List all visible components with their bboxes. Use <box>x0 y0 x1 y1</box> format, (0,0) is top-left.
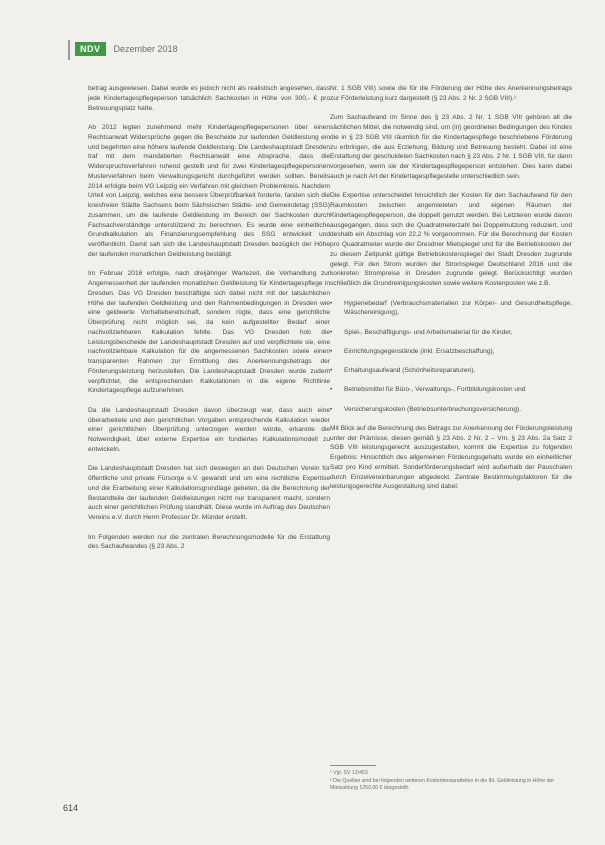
paragraph: Im Februar 2016 erfolgte, nach dreijähriger Wartezeit, die Verhandlung zur Angemessenheit der laufenden monatlichen Geldleistung für Kindertagespflege in Dresden. Das VG Dresden beschäftigte sich dabei nicht mit der tatsächlichen Höhe der laufenden Geldleistung und den Rahmenbedingungen in Dresden wie eine geldwerte Vorhaltebereitschaft, sondern rügte, dass eine gerichtliche Überprüfung nicht möglich sei, da kein aufgestellter Bedarf einer nachvollziehbaren Kalkulation fehlte. Das VG Dresden hob die Leistungsbescheide der Landeshauptstadt Dresden auf und verpflichtete sie, eine nachvollziehbare Kalkulation für die angemessenen Sachkosten sowie einen transparenten Rahmen zur Ermittlung des Anerkennungsbetrags der Förderungsleistung herzustellen. Die Landeshauptstadt Dresden wurde zudem verpflichtet, die entsprechenden Kalkulationen in die eigene Richtlinie Kindertagespflege aufzunehmen. <box>88 270 330 395</box>
bullet-icon: • <box>330 347 333 355</box>
paragraph: Die Expertise unterscheidet hinsichtlich der Kosten für den Sachaufwand für den Raumkosten zwischen angemieteten und eigenen Räumen der Kindertagespflegeperson, die doppelt genutzt werden. Bei Letzteren wurde davon ausgegangen, dass sich die Quadratmeterzahl bei Doppelnutzung reduziert, und deshalb ein Abschlag von 22,2 % vorgenommen. Für die Berechnung der Kosten pro Quadratmeter wurde der Dresdner Mietspiegel und für die Betriebskosten der zu diesem Zeitpunkt gültige Betriebskostenspiegel der Stadt Dresden zugrunde gelegt. Für den Strom wurden der Stromspiegel Deutschland 2016 und die konkreten Strompreise in Dresden zugrunde gelegt. Berücksichtigt wurden schließlich die Grundreinigungskosten sowie weitere Kostenposten wie z.B. <box>330 192 572 287</box>
list-item-text: Spiel-, Beschäftigungs- und Arbeitsmaterial für die Kinder, <box>344 328 513 336</box>
list-item-text: Betriebsmittel für Büro-, Verwaltungs-, Fortbildungskosten und <box>344 386 526 394</box>
cost-item-list <box>330 299 572 415</box>
issue-date: Dezember 2018 <box>113 44 178 54</box>
list-item <box>330 328 572 338</box>
paragraph: Zum Sachaufwand im Sinne des § 23 Abs. 2 Nr. 1 SGB VIII gehören all die sächlichen Mittel, die notwendig sind, um (in) geordneten Bedingungen des Kindes die in § 23 SGB VIII räumlich für die Kindertagespflege beschriebene Förderung zu erbringen, die aus Erziehung, Bildung und Betreuung besteht. Dabei ist eine Erstattung der geschuldeten Sachkosten nach § 23 Abs. 2 Nr. 1 SGB VIII, für dann vorgesehen, wenn sie der Kindertagespflegeperson entstehen. Dies kann dabei auch je nach Art der Kindertagespflegestelle unterschiedlich sein. <box>330 114 572 180</box>
footnote: ² Die Quellen sind bei folgenden weiteren Kostenbestandteilen in die lfd. Geldleistung in Höhe der Mietzahlung 1250,00 € dargestellt. <box>330 778 555 791</box>
footnote: ¹ Vgl. SV 12/453 <box>330 770 368 776</box>
paragraph: Ab 2012 legten zunehmend mehr Kindertagespflegepersonen über einen Rechtsanwalt Widersprüche gegen die Bescheide zur laufenden Geldleistung ein und begehrten eine höhere laufende Geldleistung. Die Landeshauptstadt Dresden traf mit dem mandatierten Rechtsanwalt eine Absprache, dass die Widerspruchsverfahren ruhend gestellt und für zwei Kindertagespflegepersonen Musterverfahren beim Verwaltungsgericht durchgeführt werden sollten. Bereits 2014 erfolgte beim VG Leipzig ein Verfahren mit gleichem Problemkreis. Nachdem Urteil von Leipzig, welches eine bessere Überprüfbarkeit forderte, fanden sich die kreisfreien Städte Sachsens beim Sächsischen Städte- und Gemeindetag (SSG) zusammen, um die laufende Geldleistung im Bereich der Sachkosten durch Fachsachverständige unterstützend zu berechnen. Es wurde eine einheitliche Grundkalkulation als Finanzierungsempfehlung des SSG entwickelt und veröffentlicht. Damit sah sich die Landeshauptstadt Dresden bezüglich der Höhe der laufenden monatlichen Geldleistung bestätigt. <box>88 124 330 258</box>
header-rule <box>68 40 70 60</box>
paragraph: Nr. 1 SGB VIII) sowie die für die Förderung der Höhe des Anerkennungsbetrags zur Förderleistung kurz dargestellt (§ 23 Abs. 2 Nr. 2 SGB VIII).¹ <box>330 85 572 102</box>
list-item <box>330 405 572 415</box>
bullet-icon: • <box>330 328 333 336</box>
bullet-icon: • <box>330 405 333 413</box>
left-column <box>88 84 333 562</box>
paragraph: Mit Blick auf die Berechnung des Betrags zur Anerkennung der Förderungsleistung unter der Prämisse, diesen gemäß § 23 Abs. 2 Nr. 2 – Vm. § 23 Abs. 2a Satz 2 SGB VIII leistungsgerecht auszugestalten, kommt die Expertise zu folgenden Ergebnis: Hinsichtlich des allgemeinen Förderungsgehalts wurde ein einheitlicher Satz pro Kind ermittelt. Sonderförderungsbedarf wird außerhalb der Pauschalen durch Einzelvereinbarungen abgedeckt. Zentrale Bestimmungsfaktoren für die leistungsgerechte Ausgestaltung sind dabei: <box>330 424 572 491</box>
footnote-divider <box>330 765 376 766</box>
bullet-icon: • <box>330 386 333 394</box>
paragraph: Da die Landeshauptstadt Dresden davon überzeugt war, dass auch eine überarbeitete und den gerichtlichen Vorgaben entsprechende Kalkulation wieder einer gerichtlichen Überprüfung unterzogen werden würde, erkannte die Notwendigkeit, über externe Expertise ein fundiertes Kalkulationsmodell zu entwickeln. <box>88 406 330 453</box>
page-header <box>75 42 178 56</box>
paragraph: Die Landeshauptstadt Dresden hat sich deswegen an den Deutschen Verein für öffentliche und private Fürsorge e.V. gewandt und um eine rechtliche Expertise und die Erarbeitung einer Kalkulationsgrundlage gebeten, da die Berechnung der Bestandteile der laufenden Geldleistungen nicht nur transparent macht, sondern auch einer gerichtlichen Prüfung standhält. Diese wurde im Auftrag des Deutschen Vereins e.V. durch Herrn Professor Dr. Münder erstellt. <box>88 465 330 521</box>
right-column <box>330 84 572 502</box>
list-item <box>330 385 572 395</box>
list-item-text: Erhaltungsaufwand (Schönheitsreparaturen), <box>344 367 476 374</box>
list-item-text: Versicherungskosten (Betriebsunterbrechungsversicherung). <box>344 405 522 413</box>
list-item-text: Hygienebedarf (Verbrauchsmaterialien zur Körper- und Gesundheitspflege, Wäschereinigung), <box>344 299 572 317</box>
list-item <box>330 366 572 376</box>
bullet-icon: • <box>330 299 333 307</box>
list-item <box>330 347 572 357</box>
paragraph: Im Folgenden werden nur die zentralen Berechnungsmodelle für die Erstattung des Sachaufwandes (§ 23 Abs. 2 <box>88 533 330 551</box>
footnotes <box>330 765 572 793</box>
paragraph: betrag ausgewiesen. Dabei wurde es jedoch nicht als realistisch angesehen, dass jede Kindertagespflegeperson tatsächlich Sachkosten in Höhe von 300,- € pro Betreuungsplatz hatte. <box>88 85 330 112</box>
journal-logo: NDV <box>75 42 106 56</box>
page-number: 614 <box>63 803 79 813</box>
list-item-text: Einrichtungsgegenstände (inkl. Ersatzbeschaffung), <box>344 347 495 355</box>
bullet-icon: • <box>330 367 333 374</box>
list-item <box>330 299 572 319</box>
